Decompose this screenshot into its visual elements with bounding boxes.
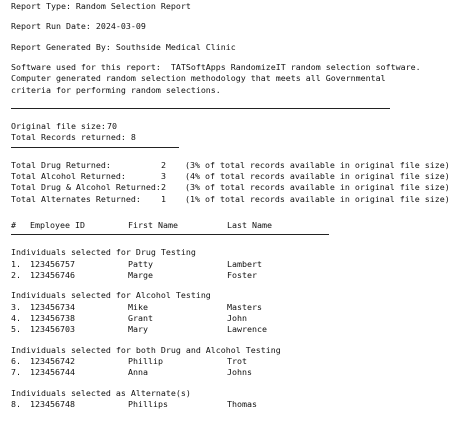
table-row — [11, 367, 471, 378]
report-run-date: Report Run Date: 2024-03-09 — [11, 21, 146, 32]
row-first-name: Phillips — [128, 398, 168, 409]
row-num: 5. — [11, 324, 21, 335]
row-last-name: Johns — [227, 367, 252, 378]
divider — [11, 108, 390, 109]
software-line: Software used for this report: TATSoftApps RandomizeIT random selection software. — [11, 62, 421, 73]
row-employee-id: 123456748 — [30, 398, 75, 409]
row-first-name: Mary — [128, 324, 148, 335]
total-note: (3% of total records available in original file size) — [185, 159, 450, 170]
section-alternates — [11, 388, 471, 411]
report-type: Report Type: Random Selection Report — [11, 1, 191, 11]
row-last-name: Masters — [227, 301, 262, 312]
total-records-returned — [11, 132, 471, 143]
table-row — [11, 399, 471, 410]
total-note: (3% of total records available in original file size) — [185, 182, 450, 193]
row-employee-id: 123456738 — [30, 312, 75, 323]
software-line: criteria for performing random selections. — [11, 84, 221, 95]
row-employee-id: 123456744 — [30, 367, 75, 378]
row-last-name: Thomas — [227, 398, 257, 409]
report-generated-by: Report Generated By: Southside Medical Clinic — [11, 41, 236, 52]
original-file-size-value: 70 — [107, 121, 117, 132]
row-num: 3. — [11, 301, 21, 312]
row-employee-id: 123456734 — [30, 301, 75, 312]
table-row — [11, 259, 471, 270]
totals-list — [11, 160, 471, 205]
row-employee-id: 123456757 — [30, 258, 75, 269]
row-last-name: Lambert — [227, 258, 262, 269]
row-last-name: John — [227, 312, 247, 323]
section-title: Individuals selected for Drug Testing — [11, 247, 196, 258]
section-title: Individuals selected for Alcohol Testing — [11, 290, 211, 301]
row-first-name: Marge — [128, 269, 153, 280]
total-value: 1 — [161, 193, 166, 204]
divider — [11, 234, 329, 235]
row-first-name: Mike — [128, 301, 148, 312]
row-num: 8. — [11, 398, 21, 409]
total-label: Total Alcohol Returned: — [11, 171, 126, 182]
original-file-size-label: Original file size: — [11, 121, 106, 132]
table-row — [11, 324, 471, 335]
section-title: Individuals selected for both Drug and Alcohol Testing — [11, 344, 281, 355]
total-value: 2 — [161, 159, 166, 170]
table-row — [11, 302, 471, 313]
total-drug-alcohol-row — [11, 182, 471, 193]
table-row — [11, 356, 471, 367]
row-first-name: Phillip — [128, 355, 163, 366]
row-first-name: Patty — [128, 258, 153, 269]
row-last-name: Foster — [227, 269, 257, 280]
table-row — [11, 313, 471, 324]
row-first-name: Anna — [128, 367, 148, 378]
total-label: Total Drug Returned: — [11, 159, 111, 170]
original-file-size — [11, 121, 471, 132]
total-drug-row — [11, 160, 471, 171]
header-last-name: Last Name — [227, 220, 272, 231]
software-description — [11, 62, 471, 96]
header-num: # — [11, 220, 16, 231]
divider — [11, 147, 179, 148]
row-employee-id: 123456703 — [30, 324, 75, 335]
total-note: (1% of total records available in original file size) — [185, 193, 450, 204]
section-alcohol — [11, 290, 471, 335]
report-document — [11, 0, 471, 410]
row-employee-id: 123456742 — [30, 355, 75, 366]
row-num: 6. — [11, 355, 21, 366]
table-row — [11, 270, 471, 281]
total-value: 3 — [161, 171, 166, 182]
section-drug — [11, 247, 471, 281]
total-value: 2 — [161, 182, 166, 193]
section-drug-and-alcohol — [11, 345, 471, 379]
section-title: Individuals selected as Alternate(s) — [11, 387, 191, 398]
row-last-name: Lawrence — [227, 324, 267, 335]
row-last-name: Trot — [227, 355, 247, 366]
row-num: 2. — [11, 269, 21, 280]
header-employee-id: Employee ID — [30, 220, 85, 231]
row-employee-id: 123456746 — [30, 269, 75, 280]
header-first-name: First Name — [128, 220, 178, 231]
row-num: 7. — [11, 367, 21, 378]
total-records-label: Total Records returned: — [11, 132, 126, 143]
total-label: Total Drug & Alcohol Returned: — [11, 182, 161, 193]
total-label: Total Alternates Returned: — [11, 193, 141, 204]
software-line: Computer generated random selection methodology that meets all Governmental — [11, 73, 386, 84]
total-alternates-row — [11, 194, 471, 205]
total-alcohol-row — [11, 171, 471, 182]
row-num: 4. — [11, 312, 21, 323]
total-records-value: 8 — [130, 132, 136, 143]
total-note: (4% of total records available in original file size) — [185, 171, 450, 182]
row-num: 1. — [11, 258, 21, 269]
table-header — [11, 220, 471, 231]
row-first-name: Grant — [128, 312, 153, 323]
